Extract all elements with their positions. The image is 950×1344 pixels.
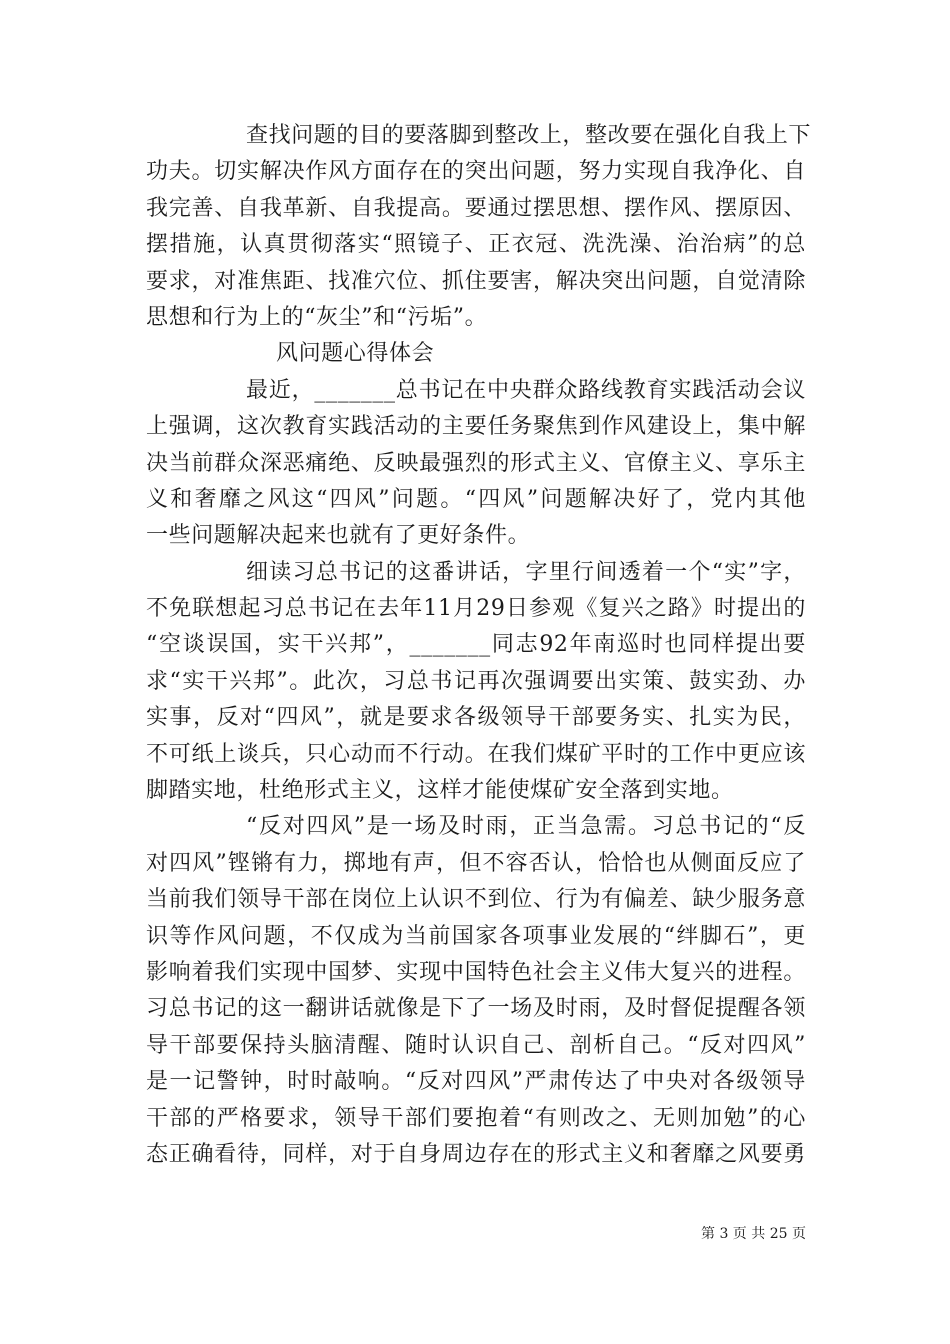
text-line: 是一记警钟，时时敲响。“反对四风”严肃传达了中央对各级领导 bbox=[146, 1069, 806, 1095]
text-line: 细读习总书记的这番讲话，字里行间透着一个“实”字， bbox=[246, 559, 806, 585]
text-line: 功夫。切实解决作风方面存在的突出问题，努力实现自我净化、自 bbox=[146, 159, 806, 185]
text-line: 思想和行为上的“灰尘”和“污垢”。 bbox=[146, 304, 488, 330]
text-line: 一些问题解决起来也就有了更好条件。 bbox=[146, 523, 531, 549]
text-line: 习总书记的这一翻讲话就像是下了一场及时雨，及时督促提醒各领 bbox=[146, 996, 806, 1022]
paragraph bbox=[146, 118, 812, 336]
text-line: “反对四风”是一场及时雨，正当急需。习总书记的“反 bbox=[246, 814, 806, 840]
text-line: 摆措施，认真贯彻落实“照镜子、正衣冠、洗洗澡、治治病”的总 bbox=[146, 232, 806, 258]
text-line: 上强调，这次教育实践活动的主要任务聚焦到作风建设上，集中解 bbox=[146, 414, 806, 440]
text-line: 不可纸上谈兵，只心动而不行动。在我们煤矿平时的工作中更应该 bbox=[146, 741, 806, 767]
text-line: 对四风”铿锵有力，掷地有声，但不容否认，恰恰也从侧面反应了 bbox=[146, 850, 806, 876]
text-line: “空谈误国，实干兴邦”，_______同志92年南巡时也同样提出要 bbox=[146, 632, 806, 658]
document-body bbox=[146, 118, 812, 1173]
text-line: 最近，_______总书记在中央群众路线教育实践活动会议 bbox=[246, 377, 806, 403]
text-line: 查找问题的目的要落脚到整改上，整改要在强化自我上下 bbox=[246, 123, 812, 148]
text-line: 不免联想起习总书记在去年11月29日参观《复兴之路》时提出的 bbox=[146, 596, 806, 622]
paragraph bbox=[146, 555, 806, 810]
text-line: 要求，对准焦距、找准穴位、抓住要害，解决突出问题，自觉清除 bbox=[146, 268, 806, 294]
paragraph bbox=[146, 373, 806, 555]
text-line: 态正确看待，同样，对于自身周边存在的形式主义和奢靡之风要勇 bbox=[146, 1141, 806, 1167]
text-line: 决当前群众深恶痛绝、反映最强烈的形式主义、官僚主义、享乐主 bbox=[146, 450, 806, 476]
heading-line: 风问题心得体会 bbox=[276, 341, 435, 367]
section-heading bbox=[146, 336, 806, 372]
text-line: 识等作风问题，不仅成为当前国家各项事业发展的“绊脚石”，更 bbox=[146, 923, 806, 949]
text-line: 我完善、自我革新、自我提高。要通过摆思想、摆作风、摆原因、 bbox=[146, 195, 806, 221]
page-number: 第 3 页 共 25 页 bbox=[701, 1226, 806, 1242]
text-line: 当前我们领导干部在岗位上认识不到位、行为有偏差、缺少服务意 bbox=[146, 887, 806, 913]
text-line: 干部的严格要求，领导干部们要抱着“有则改之、无则加勉”的心 bbox=[146, 1105, 806, 1131]
text-line: 求“实干兴邦”。此次，习总书记再次强调要出实策、鼓实劲、办 bbox=[146, 668, 806, 694]
paragraph bbox=[146, 809, 806, 1173]
text-line: 导干部要保持头脑清醒、随时认识自己、剖析自己。“反对四风” bbox=[146, 1032, 806, 1058]
text-line: 脚踏实地，杜绝形式主义，这样才能使煤矿安全落到实地。 bbox=[146, 778, 734, 804]
text-line: 实事，反对“四风”，就是要求各级领导干部要务实、扎实为民， bbox=[146, 705, 806, 731]
text-line: 义和奢靡之风这“四风”问题。“四风”问题解决好了，党内其他 bbox=[146, 486, 806, 512]
text-line: 影响着我们实现中国梦、实现中国特色社会主义伟大复兴的进程。 bbox=[146, 959, 806, 985]
